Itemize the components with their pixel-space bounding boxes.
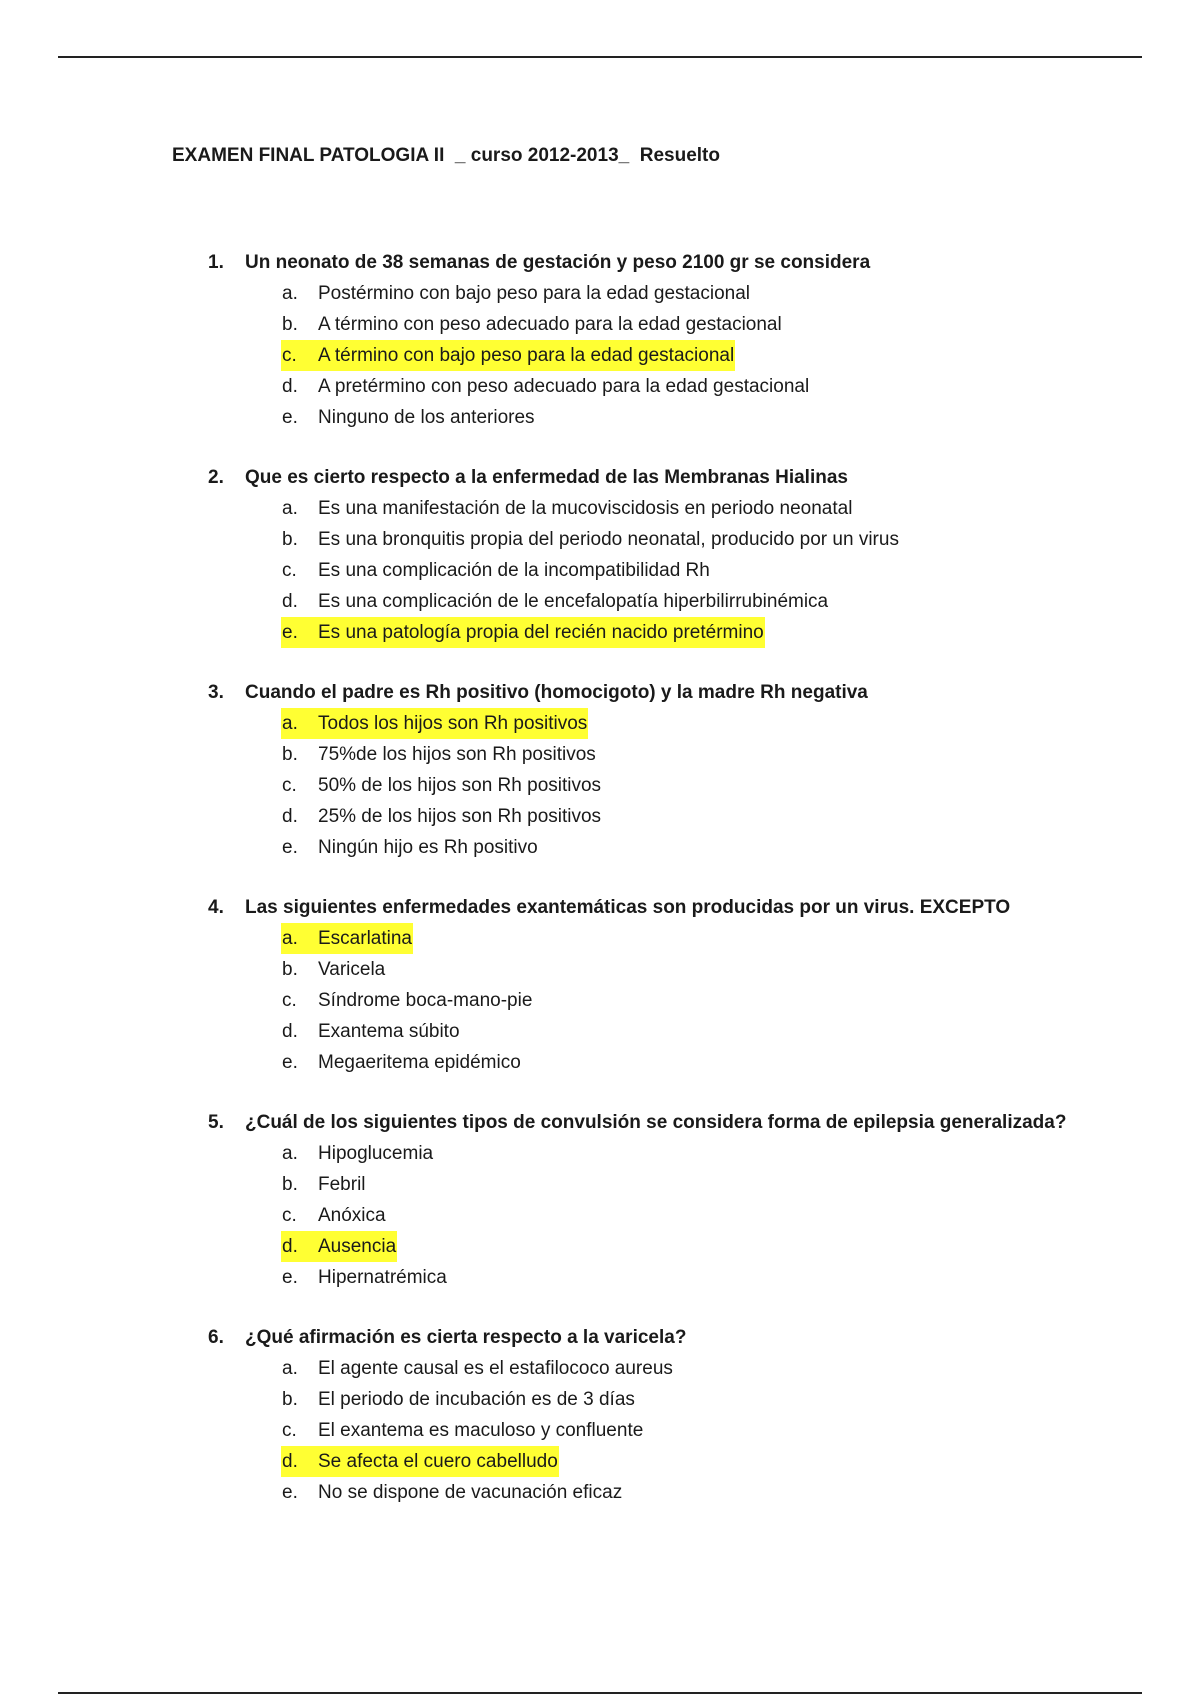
answer-option — [281, 493, 1108, 524]
option-text: El agente causal es el estafilococo aureus — [318, 1358, 673, 1379]
option-letter: c. — [282, 1420, 297, 1441]
option-body — [281, 524, 900, 555]
option-letter: c. — [282, 775, 297, 796]
option-letter: b. — [282, 1389, 298, 1410]
option-list — [208, 708, 1108, 863]
answer-option — [281, 770, 1108, 801]
question-text: ¿Qué afirmación es cierta respecto a la varicela? — [245, 1327, 687, 1348]
question-text: Un neonato de 38 semanas de gestación y peso 2100 gr se considera — [245, 252, 871, 273]
option-body — [281, 1016, 461, 1047]
option-body — [281, 1231, 397, 1262]
answer-option — [281, 555, 1108, 586]
top-rule — [58, 56, 1142, 58]
option-letter: e. — [282, 1052, 298, 1073]
option-letter: a. — [282, 283, 298, 304]
option-letter: e. — [282, 1267, 298, 1288]
option-text: Megaeritema epidémico — [318, 1052, 521, 1073]
question-header — [208, 247, 1108, 278]
option-body — [281, 617, 765, 648]
answer-option — [281, 524, 1108, 555]
answer-option-correct — [281, 340, 1108, 371]
option-text: A término con bajo peso para la edad gestacional — [318, 345, 735, 366]
answer-option — [281, 1138, 1108, 1169]
option-body — [281, 340, 735, 371]
option-text: Es una complicación de la incompatibilidad Rh — [318, 560, 710, 581]
option-list — [208, 1138, 1108, 1293]
answer-option — [281, 278, 1108, 309]
answer-option — [281, 1047, 1108, 1078]
option-text: Es una complicación de le encefalopatía hiperbilirrubinémica — [318, 591, 829, 612]
option-text: 25% de los hijos son Rh positivos — [318, 806, 602, 827]
option-body — [281, 1446, 559, 1477]
option-body — [281, 923, 413, 954]
question-number: 2. — [208, 467, 224, 488]
question-text: ¿Cuál de los siguientes tipos de convulsión se considera forma de epilepsia generalizada? — [245, 1112, 1067, 1133]
option-body — [281, 555, 711, 586]
option-body — [281, 985, 533, 1016]
question-2 — [208, 462, 1108, 648]
option-text: Exantema súbito — [318, 1021, 460, 1042]
option-body — [281, 1353, 674, 1384]
question-number: 6. — [208, 1327, 224, 1348]
option-body — [281, 1477, 623, 1508]
option-letter: a. — [282, 1358, 298, 1379]
option-text: Varicela — [318, 959, 386, 980]
option-body — [281, 954, 386, 985]
option-letter: a. — [282, 1143, 298, 1164]
option-body — [281, 832, 539, 863]
answer-option — [281, 1477, 1108, 1508]
option-body — [281, 739, 597, 770]
question-header — [208, 1322, 1108, 1353]
option-letter: e. — [282, 1482, 298, 1503]
option-body — [281, 402, 536, 433]
question-5 — [208, 1107, 1108, 1293]
option-letter: c. — [282, 345, 297, 366]
option-text: Anóxica — [318, 1205, 386, 1226]
option-text: A término con peso adecuado para la edad gestacional — [318, 314, 782, 335]
question-header — [208, 1107, 1108, 1138]
answer-option-correct — [281, 1446, 1108, 1477]
question-header — [208, 677, 1108, 708]
option-text: Ausencia — [318, 1236, 397, 1257]
option-body — [281, 1415, 644, 1446]
option-text: Febril — [318, 1174, 366, 1195]
question-6 — [208, 1322, 1108, 1508]
option-list — [208, 278, 1108, 433]
option-body — [281, 1384, 636, 1415]
option-letter: d. — [282, 376, 298, 397]
question-1 — [208, 247, 1108, 433]
option-text: A pretérmino con peso adecuado para la edad gestacional — [318, 376, 810, 397]
option-letter: d. — [282, 591, 298, 612]
option-body — [281, 770, 602, 801]
option-list — [208, 923, 1108, 1078]
question-header — [208, 892, 1108, 923]
answer-option — [281, 1200, 1108, 1231]
option-letter: d. — [282, 806, 298, 827]
option-list — [208, 1353, 1108, 1508]
question-3 — [208, 677, 1108, 863]
option-letter: e. — [282, 837, 298, 858]
answer-option — [281, 985, 1108, 1016]
option-text: Postérmino con bajo peso para la edad gestacional — [318, 283, 751, 304]
bottom-rule — [58, 1692, 1142, 1694]
question-list — [208, 247, 1108, 1537]
answer-option — [281, 1262, 1108, 1293]
option-text: El periodo de incubación es de 3 días — [318, 1389, 635, 1410]
option-text: Ninguno de los anteriores — [318, 407, 535, 428]
answer-option — [281, 1016, 1108, 1047]
answer-option — [281, 309, 1108, 340]
answer-option-correct — [281, 923, 1108, 954]
answer-option — [281, 801, 1108, 832]
answer-option — [281, 1384, 1108, 1415]
option-body — [281, 708, 588, 739]
question-text: Cuando el padre es Rh positivo (homocigoto) y la madre Rh negativa — [245, 682, 868, 703]
option-text: El exantema es maculoso y confluente — [318, 1420, 644, 1441]
question-text: Que es cierto respecto a la enfermedad de las Membranas Hialinas — [245, 467, 848, 488]
option-text: Ningún hijo es Rh positivo — [318, 837, 538, 858]
question-number: 1. — [208, 252, 224, 273]
option-body — [281, 1047, 522, 1078]
option-body — [281, 1169, 367, 1200]
option-body — [281, 309, 783, 340]
option-letter: c. — [282, 560, 297, 581]
option-text: No se dispone de vacunación eficaz — [318, 1482, 623, 1503]
answer-option — [281, 739, 1108, 770]
answer-option — [281, 1169, 1108, 1200]
option-letter: c. — [282, 1205, 297, 1226]
option-letter: b. — [282, 1174, 298, 1195]
answer-option-correct — [281, 617, 1108, 648]
option-letter: a. — [282, 713, 298, 734]
option-letter: b. — [282, 744, 298, 765]
option-body — [281, 371, 810, 402]
option-letter: a. — [282, 928, 298, 949]
question-header — [208, 462, 1108, 493]
option-text: Hipoglucemia — [318, 1143, 434, 1164]
question-number: 3. — [208, 682, 224, 703]
answer-option-correct — [281, 708, 1108, 739]
answer-option — [281, 586, 1108, 617]
answer-option — [281, 1353, 1108, 1384]
option-text: Es una manifestación de la mucoviscidosis en periodo neonatal — [318, 498, 853, 519]
option-body — [281, 493, 853, 524]
answer-option — [281, 1415, 1108, 1446]
option-letter: e. — [282, 407, 298, 428]
option-text: Es una patología propia del recién nacido pretérmino — [318, 622, 764, 643]
option-text: Es una bronquitis propia del periodo neonatal, producido por un virus — [318, 529, 899, 550]
option-body — [281, 801, 602, 832]
option-letter: a. — [282, 498, 298, 519]
option-text: Escarlatina — [318, 928, 412, 949]
answer-option — [281, 832, 1108, 863]
option-text: Hipernatrémica — [318, 1267, 447, 1288]
option-list — [208, 493, 1108, 648]
option-letter: d. — [282, 1451, 298, 1472]
option-body — [281, 278, 751, 309]
option-body — [281, 1262, 448, 1293]
answer-option — [281, 371, 1108, 402]
option-text: Todos los hijos son Rh positivos — [318, 713, 588, 734]
option-text: Se afecta el cuero cabelludo — [318, 1451, 558, 1472]
option-letter: e. — [282, 622, 298, 643]
option-letter: b. — [282, 529, 298, 550]
exam-title: EXAMEN FINAL PATOLOGIA II _ curso 2012-2013_ Resuelto — [172, 145, 720, 166]
option-text: 75%de los hijos son Rh positivos — [318, 744, 596, 765]
question-text: Las siguientes enfermedades exantemáticas son producidas por un virus. EXCEPTO — [245, 897, 1011, 918]
option-body — [281, 1200, 387, 1231]
option-letter: b. — [282, 959, 298, 980]
option-letter: b. — [282, 314, 298, 335]
answer-option — [281, 402, 1108, 433]
question-number: 5. — [208, 1112, 224, 1133]
option-body — [281, 1138, 434, 1169]
option-letter: d. — [282, 1236, 298, 1257]
question-4 — [208, 892, 1108, 1078]
option-text: Síndrome boca-mano-pie — [318, 990, 533, 1011]
question-number: 4. — [208, 897, 224, 918]
answer-option — [281, 954, 1108, 985]
option-letter: d. — [282, 1021, 298, 1042]
option-body — [281, 586, 829, 617]
option-letter: c. — [282, 990, 297, 1011]
answer-option-correct — [281, 1231, 1108, 1262]
option-text: 50% de los hijos son Rh positivos — [318, 775, 602, 796]
